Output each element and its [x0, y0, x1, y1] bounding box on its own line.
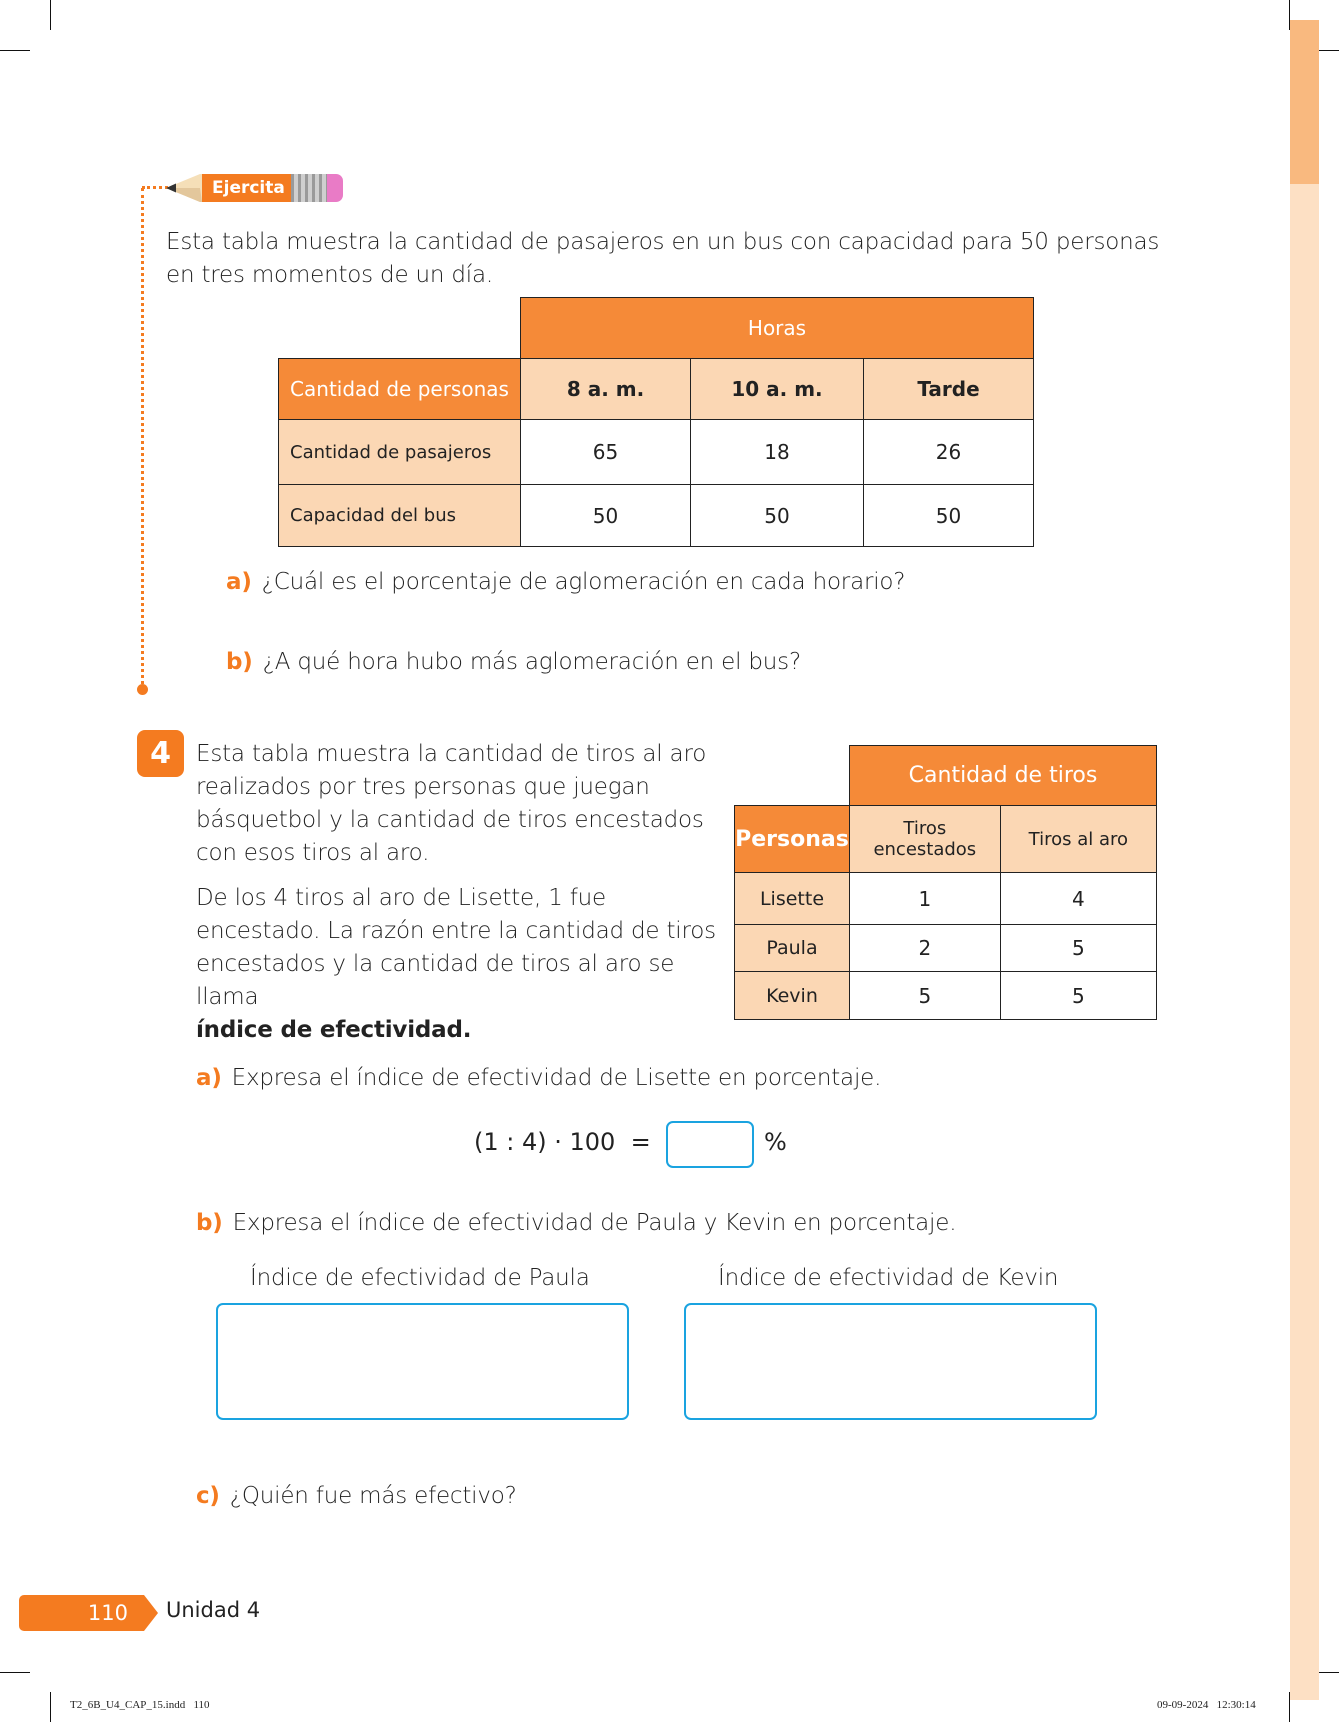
row-label: Lisette [735, 873, 850, 925]
paula-answer-box[interactable] [216, 1303, 629, 1420]
side-decor-bar [1290, 20, 1319, 1700]
crop-mark [50, 1692, 51, 1722]
lisette-percent-input[interactable] [666, 1121, 754, 1168]
passengers-table [278, 297, 1034, 547]
question-text: ¿A qué hora hubo más aglomeración en el bus? [262, 649, 801, 675]
cell: 5 [849, 972, 1000, 1020]
cell: 18 [691, 420, 864, 485]
dotted-guide-end [137, 684, 148, 695]
table-row [279, 420, 1034, 485]
problem4-explanation: De los 4 tiros al aro de Lisette, 1 fue encestado. La razón entre la cantidad de tiros encestados y la cantidad de tiros al aro se llama índice de efectividad. [196, 885, 716, 1043]
key-term: índice de efectividad [196, 1017, 463, 1043]
table-row [735, 972, 1157, 1020]
dotted-connector [142, 186, 168, 189]
slug-date: 09-09-2024 12:30:14 [1157, 1699, 1256, 1711]
cell: 5 [1000, 925, 1156, 972]
unit-label: Unidad 4 [166, 1598, 261, 1622]
row-header: Personas [735, 806, 850, 873]
kevin-answer-box[interactable] [684, 1303, 1097, 1420]
ejercita-tag [166, 174, 343, 202]
question-a [226, 566, 905, 599]
row-label: Cantidad de pasajeros [279, 420, 521, 485]
cell: 50 [691, 485, 864, 547]
cell: 26 [864, 420, 1034, 485]
question-4c: c) ¿Quién fue más efectivo? [196, 1483, 517, 1509]
row-label: Paula [735, 925, 850, 972]
kevin-box-label: Índice de efectividad de Kevin [718, 1265, 1059, 1291]
table-row [735, 873, 1157, 925]
pencil-eraser [327, 174, 343, 202]
question-label: b) [226, 649, 253, 675]
pencil-icon [166, 174, 202, 202]
crop-mark [50, 0, 51, 30]
cell: 65 [521, 420, 691, 485]
col-header: Tiros encestados [849, 806, 1000, 873]
ejercita-intro: Esta tabla muestra la cantidad de pasajeros en un bus con capacidad para 50 personas en tres momentos de un día. [166, 229, 1160, 288]
hours-header: Horas [521, 298, 1034, 359]
shots-table [734, 745, 1157, 1020]
shots-header: Cantidad de tiros [849, 746, 1156, 806]
col-header: 10 a. m. [691, 359, 864, 420]
lisette-equation: (1 : 4) · 100 = [474, 1128, 651, 1156]
cell: 2 [849, 925, 1000, 972]
crop-mark [0, 1672, 30, 1673]
dotted-guide-line [141, 188, 144, 684]
problem4-intro: Esta tabla muestra la cantidad de tiros al aro realizados por tres personas que juegan básquetbol y la cantidad de tiros encestados con esos tiros al aro. [196, 741, 707, 866]
ejercita-label: Ejercita [202, 174, 291, 202]
cell: 50 [864, 485, 1034, 547]
table-row [735, 925, 1157, 972]
side-decor-bar-accent [1290, 20, 1319, 184]
question-label: a) [226, 569, 252, 595]
cell: 1 [849, 873, 1000, 925]
pencil-band [291, 174, 327, 202]
cell: 50 [521, 485, 691, 547]
row-header: Cantidad de personas [279, 359, 521, 420]
paula-box-label: Índice de efectividad de Paula [250, 1265, 590, 1291]
col-header: Tiros al aro [1000, 806, 1156, 873]
question-4a: a) Expresa el índice de efectividad de Lisette en porcentaje. [196, 1065, 882, 1091]
cell: 4 [1000, 873, 1156, 925]
col-header: 8 a. m. [521, 359, 691, 420]
col-header: Tarde [864, 359, 1034, 420]
percent-sign: % [764, 1128, 787, 1156]
question-b [226, 646, 801, 679]
question-text: ¿Cuál es el porcentaje de aglomeración en cada horario? [261, 569, 906, 595]
row-label: Capacidad del bus [279, 485, 521, 547]
page-number-tab: 110 [19, 1595, 144, 1631]
slug-file: T2_6B_U4_CAP_15.indd 110 [70, 1699, 210, 1711]
cell: 5 [1000, 972, 1156, 1020]
table-row [279, 485, 1034, 547]
crop-mark [0, 50, 30, 51]
question-4b: b) Expresa el índice de efectividad de Paula y Kevin en porcentaje. [196, 1210, 957, 1236]
row-label: Kevin [735, 972, 850, 1020]
problem-number-badge: 4 [137, 730, 184, 777]
